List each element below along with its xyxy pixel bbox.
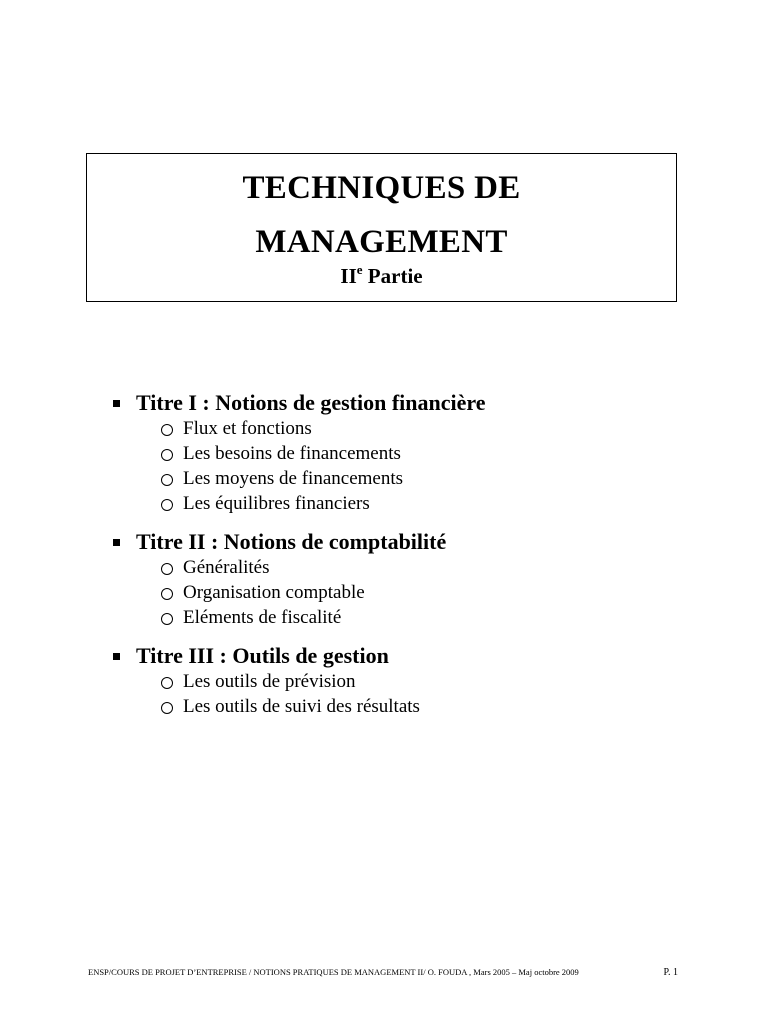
list-item: [161, 669, 713, 694]
section-heading: [113, 390, 713, 416]
list-item-text: Les besoins de financements: [183, 443, 401, 464]
table-of-contents: [113, 390, 713, 732]
footer-text: ENSP/COURS DE PROJET D’ENTREPRISE / NOTIONS PRATIQUES DE MANAGEMENT II/ O. FOUDA , Mars 2005 – Maj octobre 2009: [88, 967, 579, 977]
list-item-text: Flux et fonctions: [183, 418, 312, 439]
list-item-text: Généralités: [183, 557, 270, 578]
list-item-text: Eléments de fiscalité: [183, 607, 342, 628]
list-item: [161, 466, 713, 491]
section-titre-2: [113, 529, 713, 630]
list-item: [161, 580, 713, 605]
subtitle: [87, 264, 676, 289]
section-titre-1: [113, 390, 713, 516]
list-item-text: Organisation comptable: [183, 582, 365, 603]
list-item-text: Les outils de prévision: [183, 671, 356, 692]
subtitle-rest: Partie: [362, 264, 423, 288]
list-item: [161, 555, 713, 580]
list-item-text: Les outils de suivi des résultats: [183, 696, 420, 717]
circle-bullet-icon: [161, 424, 173, 436]
title-line-2: MANAGEMENT: [255, 224, 508, 260]
circle-bullet-icon: [161, 613, 173, 625]
section-heading-text: Titre II : Notions de comptabilité: [136, 529, 447, 554]
list-item-text: Les moyens de financements: [183, 468, 404, 489]
section-titre-3: [113, 643, 713, 719]
subtitle-roman: II: [340, 264, 357, 288]
section-heading-text: Titre III : Outils de gestion: [136, 643, 389, 668]
title-box: [86, 153, 677, 302]
list-item-text: Les équilibres financiers: [183, 493, 370, 514]
sub-list: [113, 669, 713, 719]
square-bullet-icon: [113, 539, 120, 546]
circle-bullet-icon: [161, 449, 173, 461]
circle-bullet-icon: [161, 499, 173, 511]
subtitle-superscript: e: [356, 262, 363, 277]
circle-bullet-icon: [161, 588, 173, 600]
list-item: [161, 694, 713, 719]
section-heading: [113, 643, 713, 669]
circle-bullet-icon: [161, 702, 173, 714]
square-bullet-icon: [113, 400, 120, 407]
section-heading: [113, 529, 713, 555]
title-line-1: TECHNIQUES DE: [242, 170, 521, 206]
list-item: [161, 491, 713, 516]
sub-list: [113, 416, 713, 516]
list-item: [161, 441, 713, 466]
section-heading-text: Titre I : Notions de gestion financière: [136, 390, 486, 415]
sub-list: [113, 555, 713, 630]
circle-bullet-icon: [161, 474, 173, 486]
circle-bullet-icon: [161, 563, 173, 575]
list-item: [161, 416, 713, 441]
page-number: P. 1: [663, 967, 678, 978]
square-bullet-icon: [113, 653, 120, 660]
page-footer: [88, 967, 678, 978]
list-item: [161, 605, 713, 630]
circle-bullet-icon: [161, 677, 173, 689]
